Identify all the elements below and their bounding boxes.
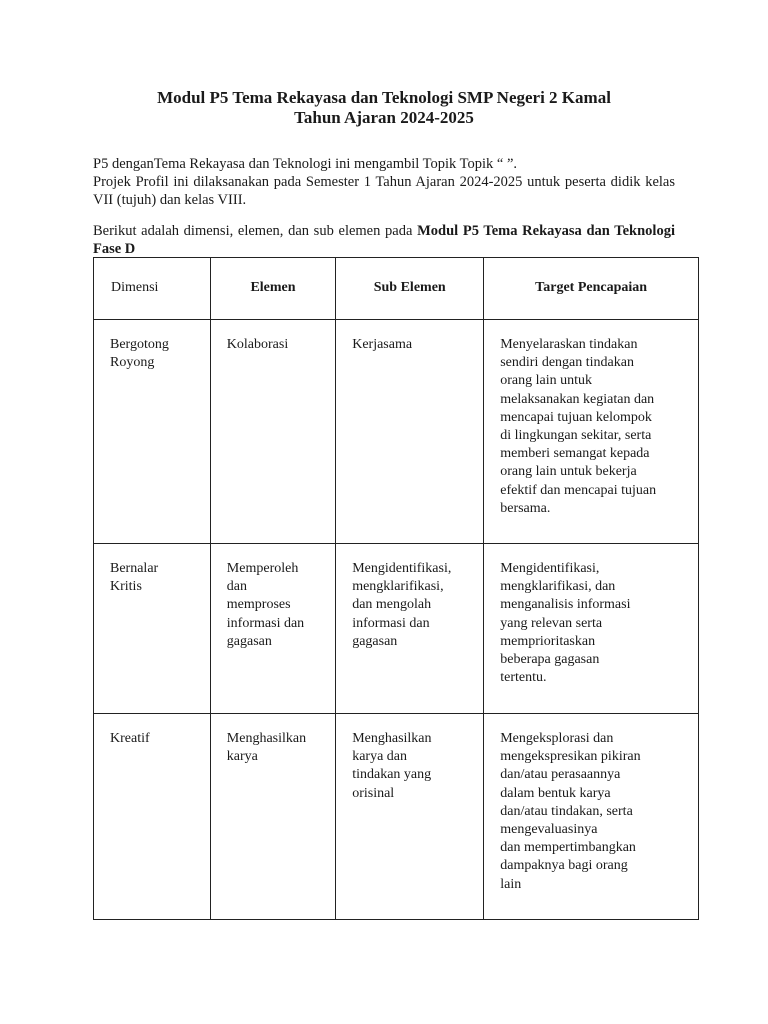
cell-elemen: [210, 544, 335, 714]
intro-line-1: P5 denganTema Rekayasa dan Teknologi ini mengambil Topik Topik “ ”.: [93, 156, 518, 172]
cell-elemen: [210, 320, 335, 544]
cell-elemen: [210, 714, 335, 920]
header-target: Target Pencapaian: [484, 258, 699, 320]
table-row: [94, 320, 699, 544]
cell-text: Kolaborasi: [226, 337, 289, 352]
cell-text: Bernalar Kritis: [110, 561, 159, 595]
table-header-row: [94, 258, 699, 320]
cell-sub-elemen: [336, 320, 484, 544]
cell-text: Mengidentifikasi, mengklarifikasi, dan mengolah informasi dan gagasan: [352, 561, 452, 649]
lead-paragraph: [93, 222, 675, 258]
cell-sub-elemen: [336, 544, 484, 714]
cell-dimensi: [94, 544, 211, 714]
table-row: [94, 714, 699, 920]
document-title: [93, 88, 675, 128]
header-sub-elemen: Sub Elemen: [336, 258, 484, 320]
cell-target: [484, 544, 699, 714]
document-title-line-1: Modul P5 Tema Rekayasa dan Teknologi SMP Negeri 2 Kamal: [157, 88, 611, 107]
lead-text: Berikut adalah dimensi, elemen, dan sub elemen pada: [93, 223, 418, 239]
lead-bold-text: Modul P5 Tema Rekayasa dan Teknologi Fase D: [93, 223, 675, 257]
cell-text: Kerjasama: [352, 337, 413, 352]
cell-target: [484, 320, 699, 544]
header-elemen: Elemen: [210, 258, 335, 320]
cell-target: [484, 714, 699, 920]
cell-text: Mengeksplorasi dan mengekspresikan pikiran dan/atau perasaannya dalam bentuk karya dan/atau tindakan, serta mengevaluasinya dan mempertimbangkan dampaknya bagi orang lain: [500, 731, 641, 892]
cell-text: Menyelaraskan tindakan sendiri dengan tindakan orang lain untuk melaksanakan kegiatan dan mencapai tujuan kelompok di lingkungan sekitar, serta memberi semangat kepada orang lain untuk bekerja efektif dan mencapai tujuan bersama.: [500, 337, 657, 516]
cell-dimensi: [94, 320, 211, 544]
cell-text: Kreatif: [110, 731, 150, 746]
cell-text: Bergotong Royong: [110, 337, 169, 371]
document-title-line-2: Tahun Ajaran 2024-2025: [294, 108, 474, 127]
cell-sub-elemen: [336, 714, 484, 920]
table-row: [94, 544, 699, 714]
cell-text: Menghasilkan karya dan tindakan yang orisinal: [352, 731, 432, 801]
cell-text: Mengidentifikasi, mengklarifikasi, dan menganalisis informasi yang relevan serta memprioritaskan beberapa gagasan tertentu.: [500, 561, 631, 686]
header-dimensi: Dimensi: [94, 258, 211, 320]
intro-paragraph: [93, 155, 675, 209]
intro-line-2: Projek Profil ini dilaksanakan pada Semester 1 Tahun Ajaran 2024-2025 untuk peserta didik kelas VII (tujuh) dan kelas VIII.: [93, 174, 675, 208]
cell-text: Memperoleh dan memproses informasi dan gagasan: [226, 561, 305, 649]
cell-dimensi: [94, 714, 211, 920]
dimension-table: [93, 257, 699, 920]
cell-text: Menghasilkan karya: [226, 731, 307, 765]
